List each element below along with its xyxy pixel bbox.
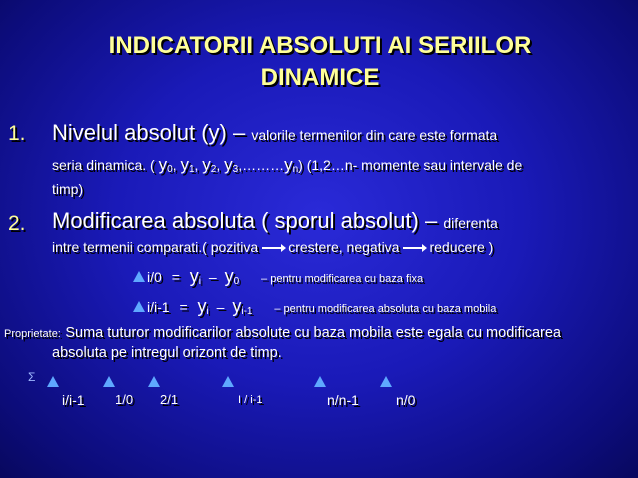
delta-triangle-icon — [222, 376, 234, 387]
y1-subscript: 1 — [188, 164, 195, 175]
item-2-description: diferenta — [443, 215, 498, 231]
y2-subscript: 2 — [210, 164, 217, 175]
formula-1-yi: y — [189, 266, 199, 286]
item-2-heading: Modificarea absoluta ( sporul absolut) – — [52, 208, 438, 233]
formula-2-yprev: y — [232, 296, 242, 316]
y0-symbol: y — [158, 155, 168, 174]
item-1-heading-line — [52, 120, 497, 148]
property-line-1 — [4, 324, 561, 342]
bottom-label-i-i1: I / i-1 — [238, 394, 263, 406]
title-line-2: DINAMICE — [260, 64, 380, 91]
bottom-label-2-1: 2/1 — [160, 392, 179, 407]
item-2-number: 2. — [8, 212, 26, 235]
y2-symbol: y — [202, 155, 211, 174]
formula-mobile-base — [133, 296, 496, 317]
y3-subscript: 3 — [232, 164, 239, 175]
yn-symbol: y — [284, 155, 293, 174]
delta-triangle-icon — [380, 376, 392, 387]
formula-1-equals: = — [171, 269, 180, 285]
formula-2-yprev-sub: i-1 — [241, 306, 253, 317]
item-1-dots: ,……… — [238, 157, 285, 173]
formula-2-left: i/i-1 — [147, 299, 170, 315]
formula-2-yi-sub: i — [206, 306, 209, 317]
bottom-label-1-0: 1/0 — [115, 392, 134, 407]
sigma-icon: Σ — [28, 370, 36, 384]
delta-triangle-icon — [133, 271, 145, 282]
delta-triangle-icon — [47, 376, 59, 387]
property-line-2: absoluta pe intregul orizont de timp. — [52, 345, 282, 361]
formula-2-minus: – — [216, 299, 225, 315]
title-line-1: INDICATORII ABSOLUTI AI SERIILOR — [108, 32, 532, 59]
item-2-line2-a: intre termenii comparati.( pozitiva — [52, 239, 259, 255]
formula-1-left: i/0 — [147, 269, 162, 285]
item-1-line2-prefix: seria dinamica. ( — [52, 157, 155, 173]
item-1-description: valorile termenilor din care este formata — [251, 127, 498, 143]
item-2-heading-line — [52, 208, 498, 236]
formula-2-equals: = — [179, 299, 188, 315]
item-1-line-3: timp) — [52, 181, 84, 197]
item-1-number: 1. — [8, 122, 26, 145]
item-2-line2-c: reducere ) — [429, 239, 494, 255]
arrow-right-icon — [262, 247, 284, 249]
yn-subscript: n — [292, 164, 299, 175]
item-1-heading: Nivelul absolut (y) – — [52, 120, 246, 145]
formula-1-y0-sub: 0 — [233, 276, 240, 287]
item-1-line-2: seria dinamica. ( $y_0$, $y_1$, $y_2$, $y_3,\dots\dots\dots y_n$) (1,2…n- momente sau intervale de — [52, 155, 523, 175]
formula-1-y0: y — [224, 266, 234, 286]
slide-title — [20, 30, 620, 94]
formula-1-yi-sub: i — [198, 276, 201, 287]
formula-1-note: – pentru modificarea cu baza fixa — [261, 273, 424, 285]
y3-symbol: y — [224, 155, 233, 174]
property-text-1: Suma tuturor modificarilor absolute cu baza mobila este egala cu modificarea — [65, 325, 561, 341]
delta-triangle-icon — [314, 376, 326, 387]
arrow-right-icon — [403, 247, 425, 249]
y1-symbol: y — [180, 155, 189, 174]
property-label: Proprietate: — [4, 328, 61, 340]
bottom-label-sum: i/i-1 — [62, 392, 85, 408]
bottom-label-n-0: n/0 — [396, 392, 416, 408]
item-2-line-2 — [52, 238, 493, 256]
formula-1-minus: – — [208, 269, 217, 285]
formula-fixed-base — [133, 266, 423, 287]
y0-subscript: 0 — [167, 164, 173, 175]
formula-2-note: – pentru modificarea absoluta cu baza mobila — [274, 303, 497, 315]
formula-2-yi: y — [197, 296, 207, 316]
delta-triangle-icon — [103, 376, 115, 387]
item-2-line2-b: crestere, negativa — [288, 239, 400, 255]
item-1-line2-suffix: ) (1,2…n- momente sau intervale de — [298, 157, 523, 173]
bottom-label-n-n1: n/n-1 — [327, 392, 359, 408]
delta-triangle-icon — [133, 301, 145, 312]
delta-triangle-icon — [148, 376, 160, 387]
